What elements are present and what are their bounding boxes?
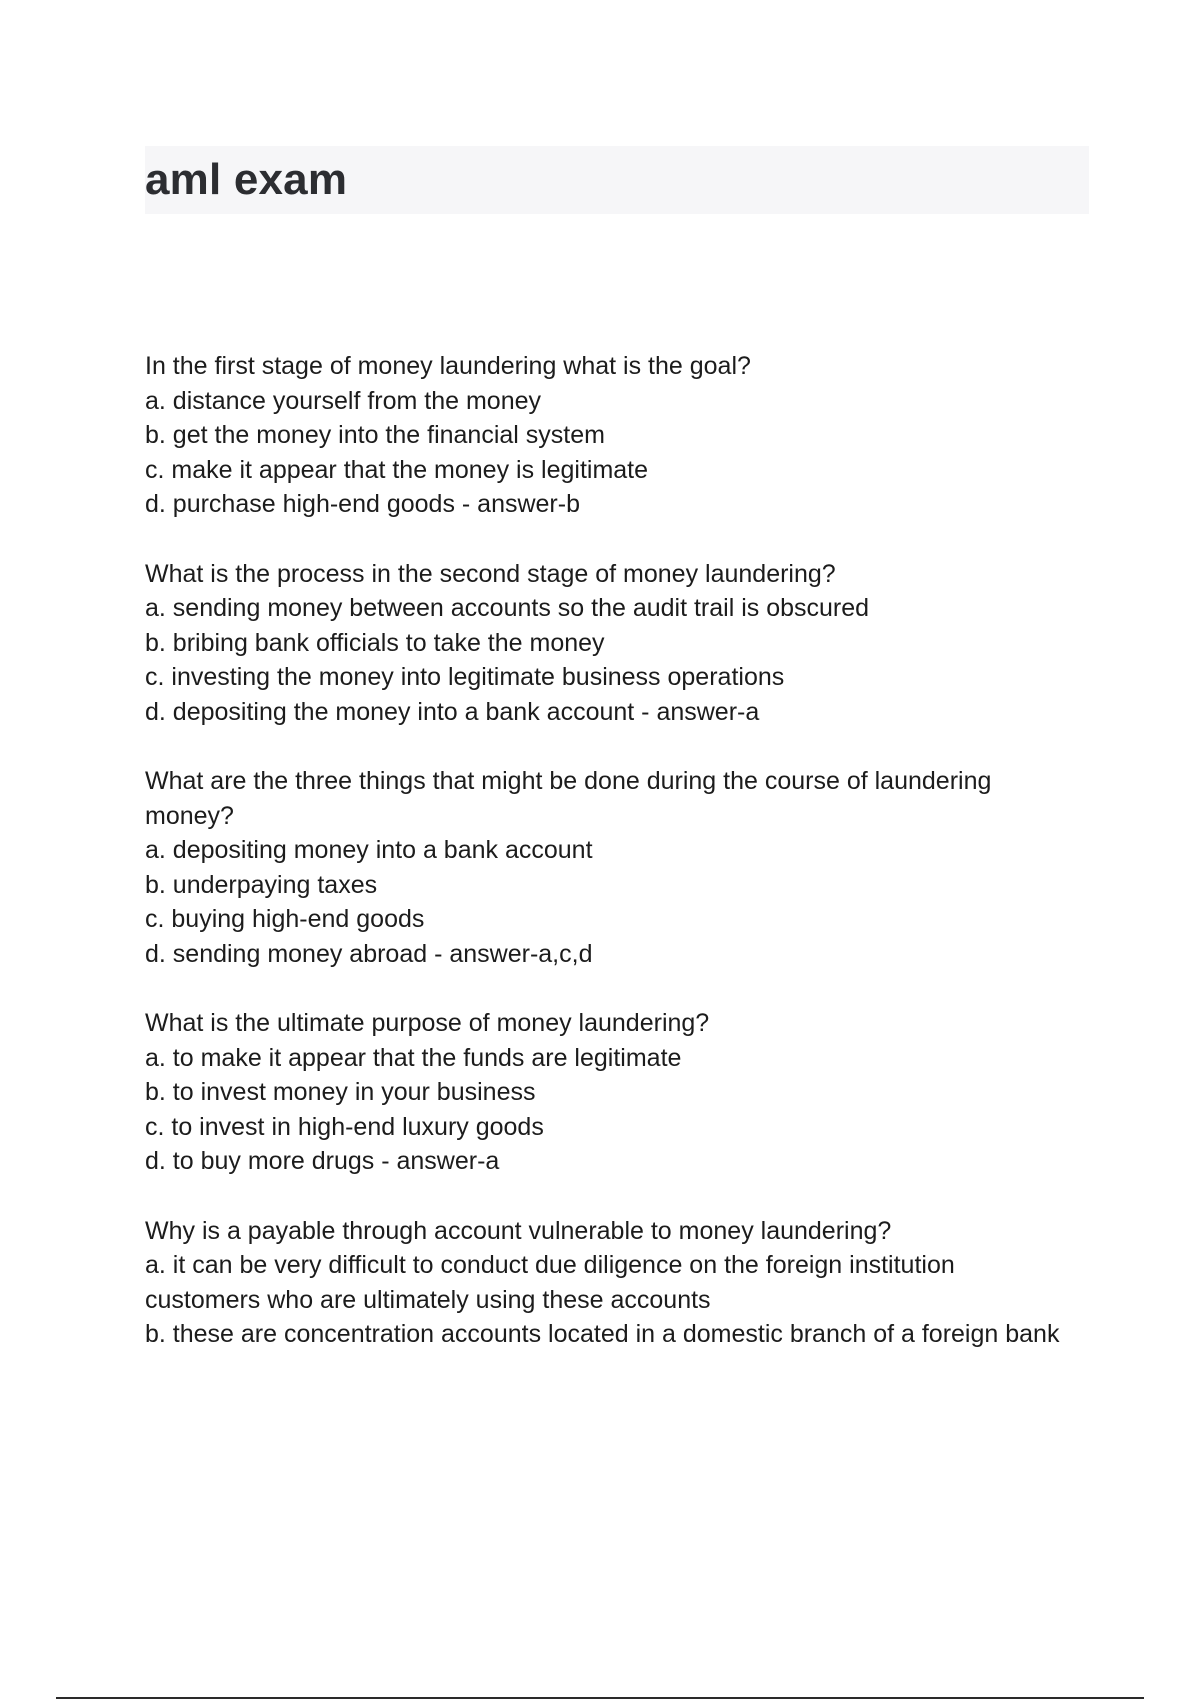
option-b: b. to invest money in your business [145, 1078, 536, 1106]
question-text: What are the three things that might be done during the course of laundering money? [145, 767, 992, 830]
question-text: Why is a payable through account vulnerable to money laundering? [145, 1216, 892, 1245]
option-b: b. get the money into the financial system [145, 421, 605, 449]
option-a: a. depositing money into a bank account [145, 836, 593, 864]
option-b: b. underpaying taxes [145, 870, 378, 899]
title-band [145, 146, 1089, 214]
option-a: a. it can be very difficult to conduct due diligence on the foreign institution customers who are ultimately using these accounts [145, 1251, 955, 1314]
option-a: a. to make it appear that the funds are legitimate [145, 1043, 682, 1072]
question-list [145, 349, 1075, 1387]
question-block-5 [145, 1214, 1075, 1352]
question-block-2 [145, 557, 1075, 730]
option-d-with-answer: d. sending money abroad - answer-a,c,d [145, 939, 593, 968]
option-d-with-answer: d. purchase high-end goods - answer-b [145, 490, 580, 518]
page-bottom-rule [56, 1697, 1144, 1699]
option-b: b. bribing bank officials to take the money [145, 628, 605, 657]
question-block-3 [145, 764, 1075, 971]
option-a: a. distance yourself from the money [145, 386, 542, 415]
option-b: b. these are concentration accounts located in a domestic branch of a foreign bank [145, 1320, 1060, 1348]
question-text: What is the ultimate purpose of money laundering? [145, 1009, 710, 1037]
option-c: c. investing the money into legitimate business operations [145, 663, 785, 691]
option-d-with-answer: d. to buy more drugs - answer-a [145, 1147, 500, 1175]
question-block-4 [145, 1006, 1075, 1179]
option-c: c. make it appear that the money is legitimate [145, 455, 649, 484]
page-title: aml exam [145, 155, 348, 204]
option-d-with-answer: d. depositing the money into a bank account - answer-a [145, 697, 760, 726]
question-block-1 [145, 349, 1075, 522]
option-a: a. sending money between accounts so the audit trail is obscured [145, 594, 870, 622]
option-c: c. buying high-end goods [145, 905, 425, 933]
question-text: In the first stage of money laundering what is the goal? [145, 352, 751, 380]
question-text: What is the process in the second stage of money laundering? [145, 559, 836, 588]
option-c: c. to invest in high-end luxury goods [145, 1112, 544, 1141]
